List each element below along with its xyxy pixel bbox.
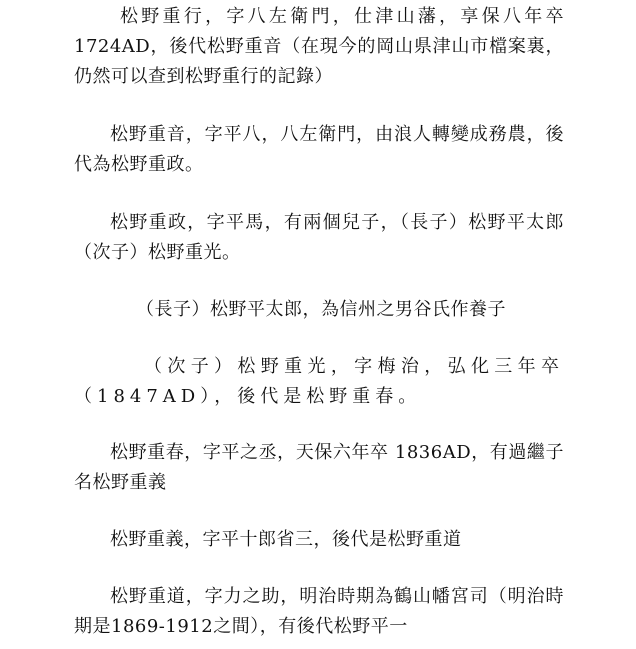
paragraph-matsuno-heitaro: （長子）松野平太郎，為信州之男谷氏作養子 — [136, 299, 506, 320]
paragraph-matsuno-shigemichi: 松野重道，字力之助，明治時期為鶴山幡宮司（明治時期是1869-1912之間），有後代松野平一 — [74, 586, 564, 637]
paragraph-matsuno-shigeyoshi: 松野重義，字平十郎省三，後代是松野重道 — [110, 529, 462, 550]
paragraph-matsuno-shigemasa: 松野重政，字平馬，有兩個兒子，（長子）松野平太郎（次子）松野重光。 — [74, 212, 564, 263]
paragraph-matsuno-shigeharu: 松野重春，字平之丞，天保六年卒 1836AD，有過繼子名松野重義 — [74, 442, 564, 493]
paragraph-matsuno-shigemitsu: （次子）松野重光，字梅治，弘化三年卒（1847AD），後代是松野重春。 — [74, 356, 564, 407]
paragraph-matsuno-shigeyuki: 松野重行，字八左衛門，仕津山藩，享保八年卒1724AD，後代松野重音（在現今的岡山県津山市檔案裏，仍然可以查到松野重行的記錄） — [74, 6, 564, 87]
paragraph-matsuno-shigeoto: 松野重音，字平八，八左衛門，由浪人轉變成務農，後代為松野重政。 — [74, 124, 564, 175]
